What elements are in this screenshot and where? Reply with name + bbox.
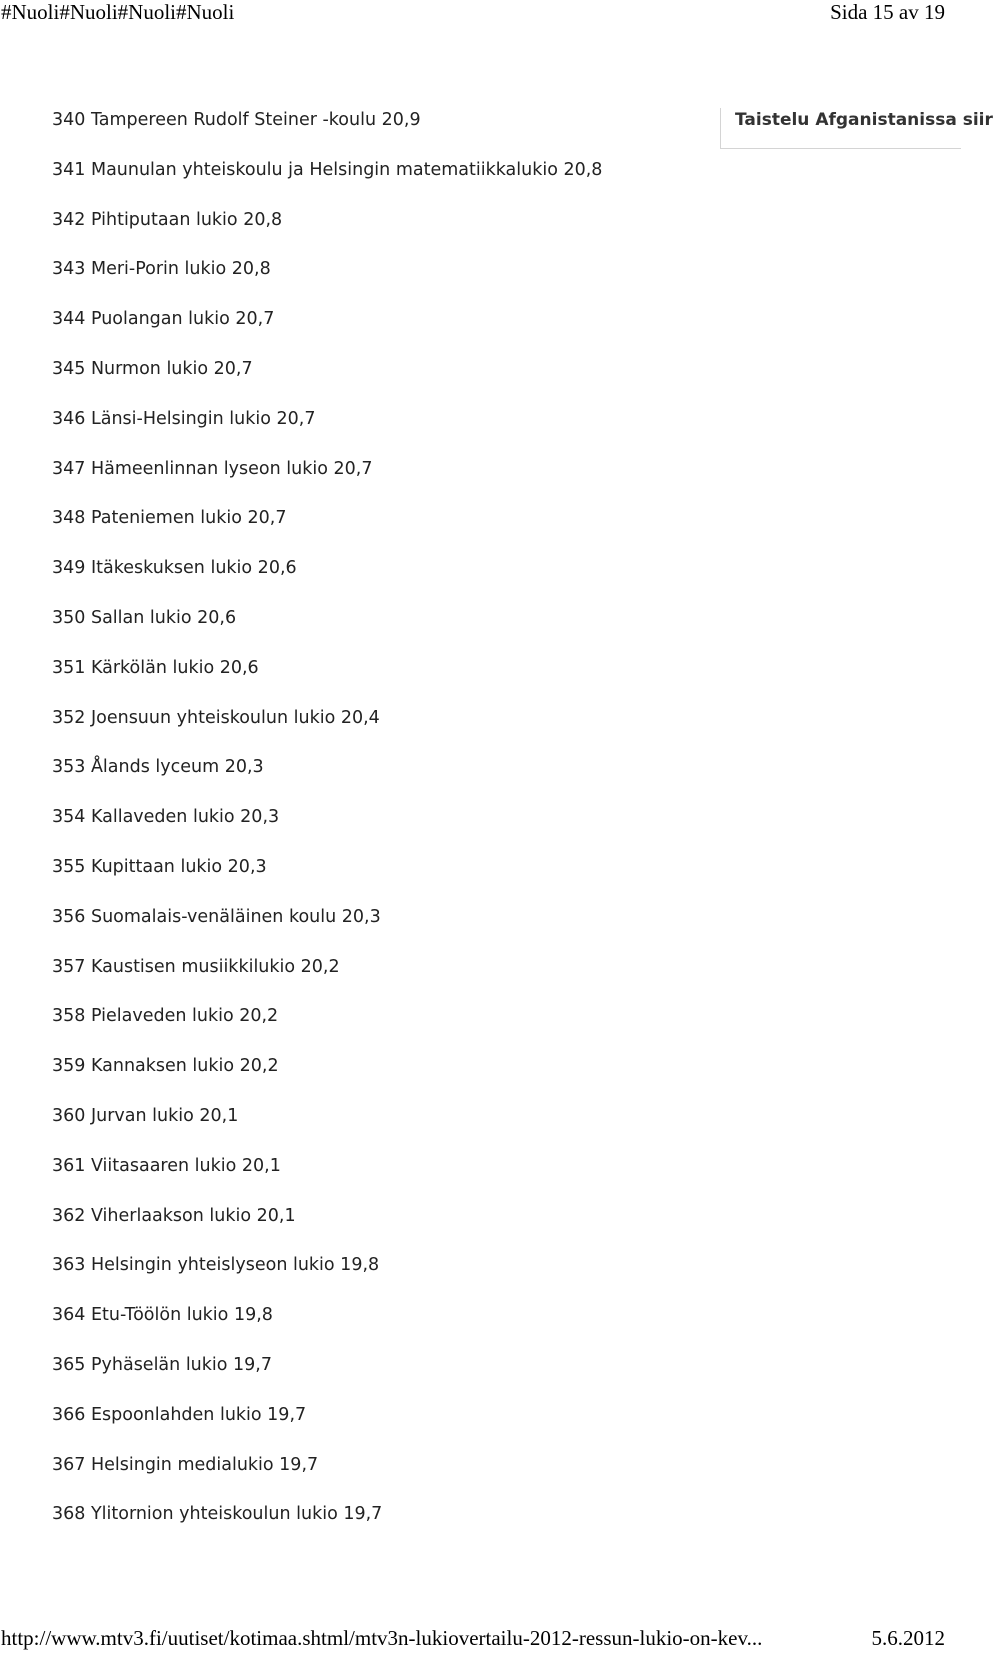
ranking-row: 367 Helsingin medialukio 19,7	[52, 1454, 319, 1475]
ranking-row: 349 Itäkeskuksen lukio 20,6	[52, 558, 297, 579]
page-number: Sida 15 av 19	[830, 0, 945, 24]
ranking-row: 347 Hämeenlinnan lyseon lukio 20,7	[52, 458, 373, 479]
ranking-row: 344 Puolangan lukio 20,7	[52, 309, 275, 330]
ranking-row: 364 Etu-Töölön lukio 19,8	[52, 1305, 273, 1326]
ranking-row: 343 Meri-Porin lukio 20,8	[52, 259, 271, 280]
ranking-row: 368 Ylitornion yhteiskoulun lukio 19,7	[52, 1504, 383, 1525]
ranking-row: 362 Viherlaakson lukio 20,1	[52, 1205, 296, 1226]
ranking-row: 353 Ålands lyceum 20,3	[52, 757, 264, 778]
print-date: 5.6.2012	[871, 1626, 945, 1650]
ranking-row: 360 Jurvan lukio 20,1	[52, 1105, 239, 1126]
ranking-row: 356 Suomalais-venäläinen koulu 20,3	[52, 906, 381, 927]
page-footer	[0, 1626, 960, 1654]
ranking-row: 361 Viitasaaren lukio 20,1	[52, 1155, 281, 1176]
ranking-row: 346 Länsi-Helsingin lukio 20,7	[52, 408, 316, 429]
header-title: #Nuoli#Nuoli#Nuoli#Nuoli	[1, 0, 235, 24]
ranking-row: 355 Kupittaan lukio 20,3	[52, 856, 267, 877]
ranking-row: 357 Kaustisen musiikkilukio 20,2	[52, 956, 340, 977]
ranking-row: 365 Pyhäselän lukio 19,7	[52, 1354, 272, 1375]
related-article-link[interactable]: Taistelu Afganistanissa siir	[735, 110, 993, 130]
ranking-row: 351 Kärkölän lukio 20,6	[52, 657, 259, 678]
ranking-row: 359 Kannaksen lukio 20,2	[52, 1056, 279, 1077]
ranking-row: 345 Nurmon lukio 20,7	[52, 358, 253, 379]
related-articles-panel	[720, 108, 993, 149]
ranking-row: 341 Maunulan yhteiskoulu ja Helsingin matematiikkalukio 20,8	[52, 159, 603, 180]
ranking-row: 350 Sallan lukio 20,6	[52, 607, 237, 628]
ranking-row: 352 Joensuun yhteiskoulun lukio 20,4	[52, 707, 380, 728]
ranking-row: 340 Tampereen Rudolf Steiner -koulu 20,9	[52, 110, 421, 130]
page-header	[0, 0, 960, 28]
ranking-row: 348 Pateniemen lukio 20,7	[52, 508, 287, 529]
ranking-row: 358 Pielaveden lukio 20,2	[52, 1006, 279, 1027]
school-ranking-list	[52, 96, 712, 1540]
ranking-row: 342 Pihtiputaan lukio 20,8	[52, 209, 283, 230]
article-content	[0, 96, 993, 1556]
source-url: http://www.mtv3.fi/uutiset/kotimaa.shtml/mtv3n-lukiovertailu-2012-ressun-lukio-on-kev...	[1, 1626, 763, 1650]
ranking-row: 363 Helsingin yhteislyseon lukio 19,8	[52, 1255, 380, 1276]
ranking-row: 366 Espoonlahden lukio 19,7	[52, 1404, 307, 1425]
ranking-row: 354 Kallaveden lukio 20,3	[52, 807, 280, 828]
